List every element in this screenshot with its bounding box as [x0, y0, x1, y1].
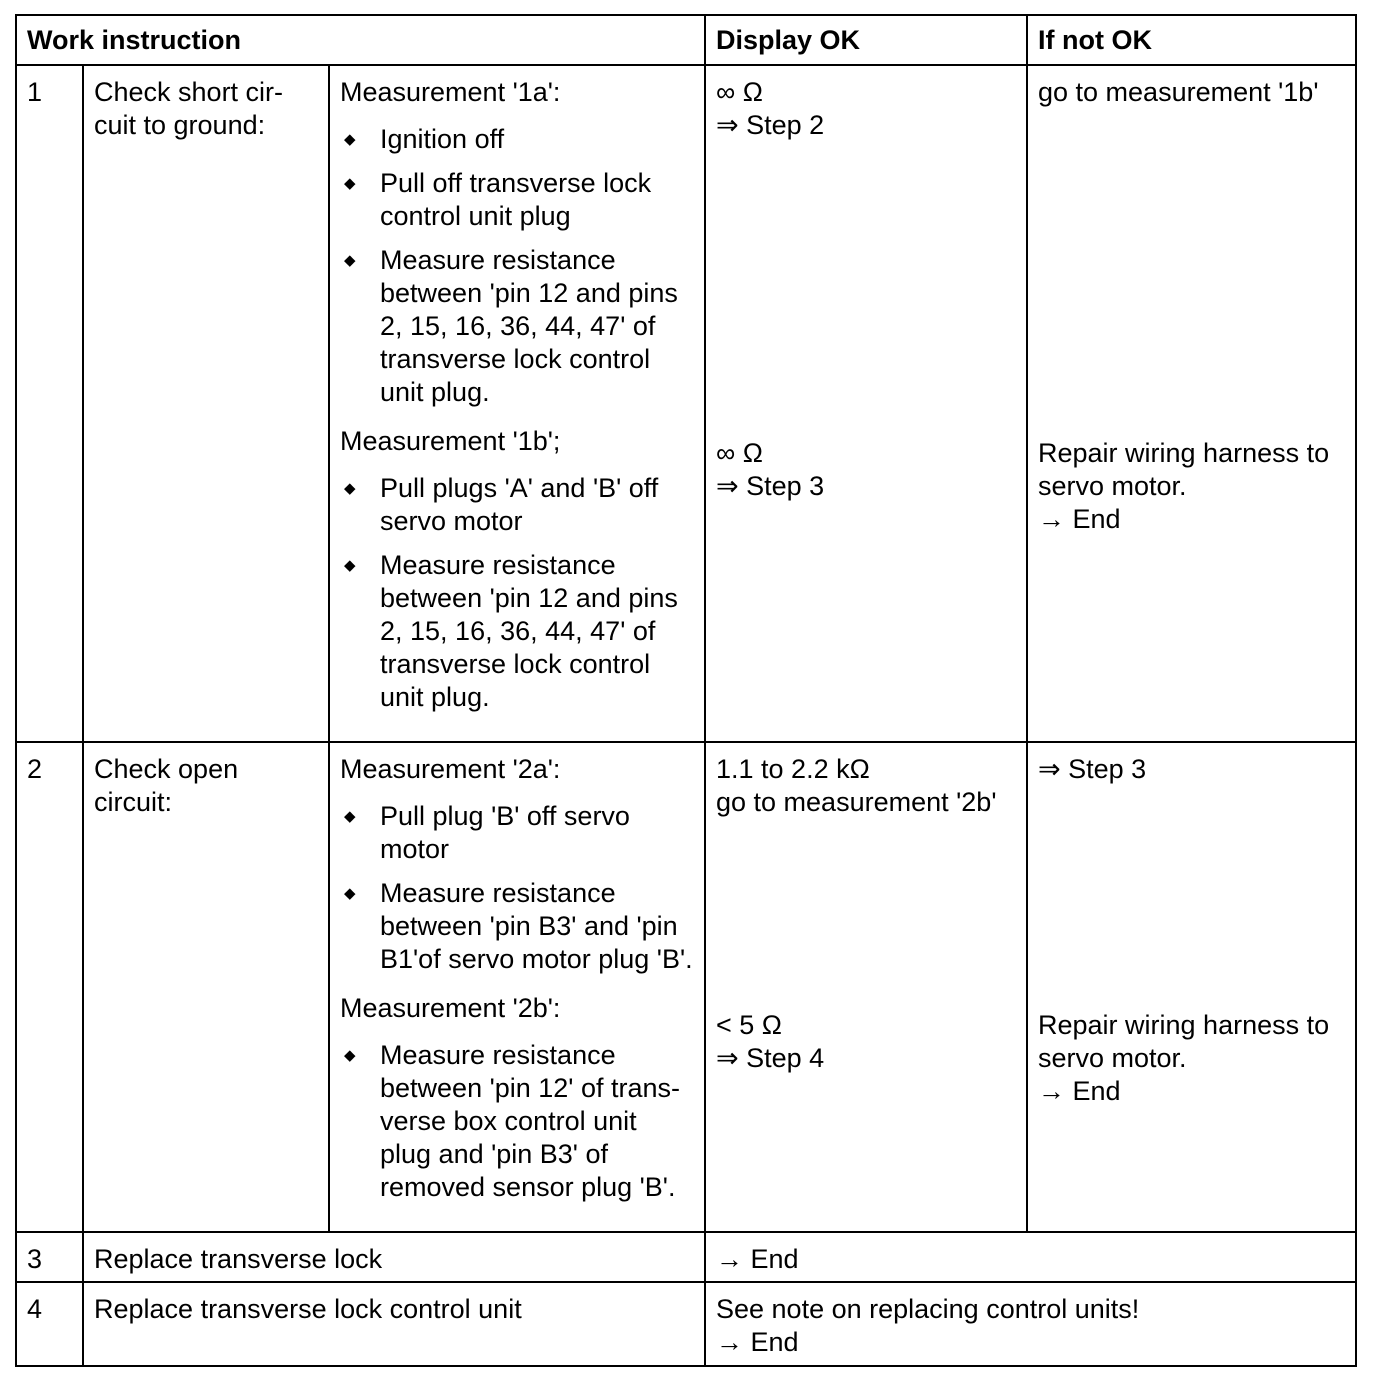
- step-3-instruction: Replace transverse lock: [83, 1232, 705, 1282]
- list-item: ◆ Ignition off: [340, 123, 694, 156]
- list-item: ◆ Measure resistance between 'pin B3' and 'pin B1'of servo motor plug 'B'.: [340, 877, 694, 976]
- m2b-not-ok-end: → End: [1038, 1076, 1121, 1106]
- step-1-instructions: [329, 65, 705, 742]
- step-1-number: 1: [16, 65, 83, 742]
- m1a-not-ok: go to measurement '1b': [1038, 77, 1319, 107]
- step-2-row: [16, 742, 1356, 1232]
- step-4-result: [705, 1282, 1356, 1366]
- step-2-title: Check open circuit:: [83, 742, 329, 1232]
- header-if-not-ok: If not OK: [1027, 15, 1356, 65]
- step-3-result: → End: [705, 1232, 1356, 1282]
- header-work-instruction: Work instruction: [16, 15, 705, 65]
- m1a-ok-value: ∞ Ω: [716, 77, 763, 107]
- step-4-note: See note on replacing control units!: [716, 1294, 1140, 1324]
- list-item: ◆ Pull plugs 'A' and 'B' off servo motor: [340, 472, 694, 538]
- step-1-title: [83, 65, 329, 742]
- measurement-2a-label: Measurement '2a':: [340, 754, 561, 784]
- m2b-ok-value: < 5 Ω: [716, 1010, 782, 1040]
- step-3-number: 3: [16, 1232, 83, 1282]
- m1a-ok-action: ⇒ Step 2: [716, 110, 825, 140]
- step-4-instruction: Replace transverse lock control unit: [83, 1282, 705, 1366]
- step-4-row: [16, 1282, 1356, 1366]
- list-item: ◆ Pull plug 'B' off servo motor: [340, 800, 694, 866]
- m2b-ok-action: ⇒ Step 4: [716, 1043, 825, 1073]
- step-1-if-not-ok: [1027, 65, 1356, 742]
- measurement-1b-label: Measurement '1b';: [340, 426, 561, 456]
- measurement-1a-list: [340, 123, 694, 409]
- measurement-2b-label: Measurement '2b':: [340, 993, 561, 1023]
- list-item: ◆ Measure resistance between 'pin 12' of trans-verse box control unit plug and 'pin B3' of removed sensor plug 'B'.: [340, 1039, 694, 1204]
- m1b-ok-value: ∞ Ω: [716, 438, 763, 468]
- step-3-row: [16, 1232, 1356, 1282]
- list-item: ◆ Measure resistance between 'pin 12 and pins 2, 15, 16, 36, 44, 47' of transverse lock control unit plug.: [340, 549, 694, 714]
- measurement-2b-list: [340, 1039, 694, 1204]
- list-item: ◆ Pull off transverse lock control unit plug: [340, 167, 694, 233]
- measurement-1a-label: Measurement '1a':: [340, 77, 561, 107]
- header-row: [16, 15, 1356, 65]
- step-1-display-ok: [705, 65, 1027, 742]
- m2b-not-ok-text: Repair wiring harness to servo motor.: [1038, 1010, 1330, 1073]
- list-item: ◆ Measure resistance between 'pin 12 and pins 2, 15, 16, 36, 44, 47' of transverse lock control unit plug.: [340, 244, 694, 409]
- m2a-ok-action: go to measurement '2b': [716, 787, 997, 817]
- step-2-instructions: [329, 742, 705, 1232]
- measurement-1b-list: [340, 472, 694, 714]
- header-display-ok: Display OK: [705, 15, 1027, 65]
- step-2-number: 2: [16, 742, 83, 1232]
- m2a-ok-value: 1.1 to 2.2 kΩ: [716, 754, 870, 784]
- measurement-2a-list: [340, 800, 694, 976]
- work-instruction-table: [15, 14, 1357, 1367]
- m1b-not-ok-end: → End: [1038, 504, 1121, 534]
- step-1-row: [16, 65, 1356, 742]
- step-1-title-text: Check short cir-cuit to ground:: [94, 77, 284, 140]
- m1b-ok-action: ⇒ Step 3: [716, 471, 825, 501]
- step-4-end: → End: [716, 1327, 799, 1357]
- step-2-display-ok: [705, 742, 1027, 1232]
- m2a-not-ok: ⇒ Step 3: [1038, 754, 1147, 784]
- step-2-if-not-ok: [1027, 742, 1356, 1232]
- step-4-number: 4: [16, 1282, 83, 1366]
- m1b-not-ok-text: Repair wiring harness to servo motor.: [1038, 438, 1330, 501]
